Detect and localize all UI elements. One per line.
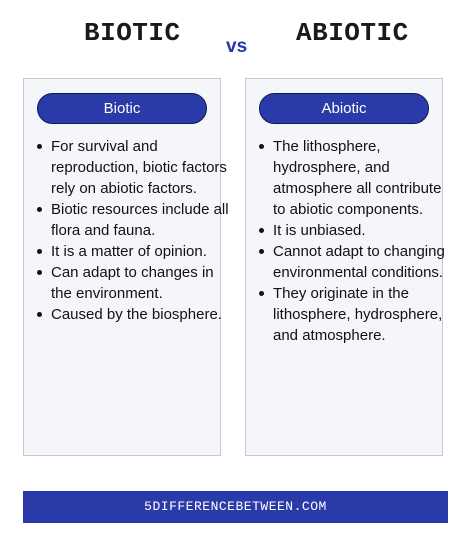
abiotic-label-pill: Abiotic	[259, 93, 429, 124]
biotic-point: It is a matter of opinion.	[51, 241, 231, 262]
biotic-heading: BIOTIC	[84, 18, 181, 48]
biotic-points-list	[34, 136, 231, 325]
abiotic-heading: ABIOTIC	[296, 18, 409, 48]
abiotic-points-list	[256, 136, 453, 346]
biotic-point: Caused by the biosphere.	[51, 304, 231, 325]
biotic-panel	[23, 78, 229, 456]
biotic-point: For survival and reproduction, biotic factors rely on abiotic factors.	[51, 136, 231, 199]
abiotic-point: Cannot adapt to changing environmental conditions.	[273, 241, 453, 283]
site-footer-banner: 5DIFFERENCEBETWEEN.COM	[23, 491, 448, 523]
vs-label: vs	[226, 36, 248, 57]
biotic-point: Can adapt to changes in the environment.	[51, 262, 231, 304]
abiotic-panel	[245, 78, 443, 456]
abiotic-point: It is unbiased.	[273, 220, 453, 241]
biotic-point: Biotic resources include all flora and fauna.	[51, 199, 231, 241]
abiotic-point: The lithosphere, hydrosphere, and atmosphere all contribute to abiotic components.	[273, 136, 453, 220]
biotic-label-pill: Biotic	[37, 93, 207, 124]
abiotic-point: They originate in the lithosphere, hydrosphere, and atmosphere.	[273, 283, 453, 346]
